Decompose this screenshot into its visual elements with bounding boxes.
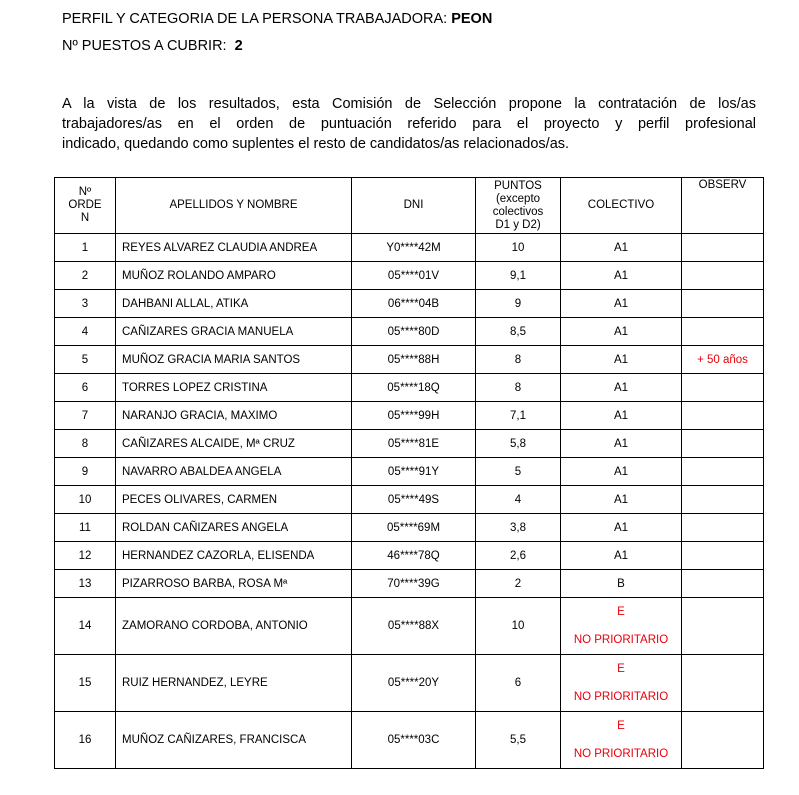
table-row	[55, 514, 764, 542]
cell-dni: 70****39G	[352, 570, 476, 598]
cell-name: NAVARRO ABALDEA ANGELA	[116, 458, 352, 486]
cell-dni: 05****91Y	[352, 458, 476, 486]
cell-points: 10	[476, 234, 561, 262]
cell-observ	[682, 290, 764, 318]
cell-collective	[561, 712, 682, 769]
col-header-name: APELLIDOS Y NOMBRE	[116, 178, 352, 234]
cell-name: PECES OLIVARES, CARMEN	[116, 486, 352, 514]
candidates-table	[54, 177, 764, 769]
collective-note: NO PRIORITARIO	[573, 634, 669, 646]
cell-name: ZAMORANO CORDOBA, ANTONIO	[116, 598, 352, 655]
cell-points: 7,1	[476, 402, 561, 430]
cell-observ	[682, 402, 764, 430]
cell-points: 8,5	[476, 318, 561, 346]
cell-points: 2,6	[476, 542, 561, 570]
table-row	[55, 458, 764, 486]
cell-dni: 05****99H	[352, 402, 476, 430]
table-row	[55, 402, 764, 430]
table-row	[55, 262, 764, 290]
cell-name: TORRES LOPEZ CRISTINA	[116, 374, 352, 402]
cell-collective: A1	[561, 514, 682, 542]
cell-dni: 05****49S	[352, 486, 476, 514]
table-row	[55, 318, 764, 346]
table-row	[55, 655, 764, 712]
paragraph-line: A la vista de los resultados, esta Comisión de Selección propone la contratación de los/as	[62, 96, 756, 112]
cell-order: 11	[55, 514, 116, 542]
cell-dni: 05****18Q	[352, 374, 476, 402]
cell-observ	[682, 598, 764, 655]
cell-dni: 05****88H	[352, 346, 476, 374]
cell-observ	[682, 712, 764, 769]
cell-points: 4	[476, 486, 561, 514]
collective-note: NO PRIORITARIO	[573, 691, 669, 703]
posts-value: 2	[234, 38, 243, 54]
col-header-points: PUNTOS (excepto colectivos D1 y D2)	[476, 178, 561, 234]
cell-name: REYES ALVAREZ CLAUDIA ANDREA	[116, 234, 352, 262]
cell-observ	[682, 262, 764, 290]
cell-dni: 05****01V	[352, 262, 476, 290]
cell-name: MUÑOZ GRACIA MARIA SANTOS	[116, 346, 352, 374]
cell-dni: 05****88X	[352, 598, 476, 655]
cell-collective: A1	[561, 290, 682, 318]
cell-dni: 05****20Y	[352, 655, 476, 712]
cell-collective: A1	[561, 262, 682, 290]
cell-order: 2	[55, 262, 116, 290]
cell-observ	[682, 514, 764, 542]
cell-order: 15	[55, 655, 116, 712]
paragraph-line: indicado, quedando como suplentes el resto de candidatos/as relacionados/as.	[62, 136, 570, 152]
cell-points: 2	[476, 570, 561, 598]
cell-name: MUÑOZ ROLANDO AMPARO	[116, 262, 352, 290]
cell-observ: + 50 años	[682, 346, 764, 374]
posts-label: Nº PUESTOS A CUBRIR:	[62, 38, 227, 54]
cell-collective: A1	[561, 374, 682, 402]
cell-points: 9,1	[476, 262, 561, 290]
cell-points: 3,8	[476, 514, 561, 542]
cell-observ	[682, 655, 764, 712]
cell-dni: 05****81E	[352, 430, 476, 458]
cell-dni: 05****03C	[352, 712, 476, 769]
cell-dni: 06****04B	[352, 290, 476, 318]
cell-dni: 05****80D	[352, 318, 476, 346]
cell-observ	[682, 234, 764, 262]
cell-order: 7	[55, 402, 116, 430]
cell-order: 5	[55, 346, 116, 374]
cell-observ	[682, 542, 764, 570]
cell-name: HERNANDEZ CAZORLA, ELISENDA	[116, 542, 352, 570]
cell-dni: Y0****42M	[352, 234, 476, 262]
cell-order: 4	[55, 318, 116, 346]
table-row	[55, 374, 764, 402]
cell-name: CAÑIZARES GRACIA MANUELA	[116, 318, 352, 346]
cell-order: 6	[55, 374, 116, 402]
cell-name: DAHBANI ALLAL, ATIKA	[116, 290, 352, 318]
cell-points: 5	[476, 458, 561, 486]
table-row	[55, 234, 764, 262]
cell-order: 3	[55, 290, 116, 318]
cell-points: 8	[476, 346, 561, 374]
cell-order: 9	[55, 458, 116, 486]
cell-observ	[682, 486, 764, 514]
cell-collective: A1	[561, 486, 682, 514]
cell-collective: A1	[561, 458, 682, 486]
cell-name: RUIZ HERNANDEZ, LEYRE	[116, 655, 352, 712]
cell-observ	[682, 374, 764, 402]
cell-order: 13	[55, 570, 116, 598]
collective-note: NO PRIORITARIO	[573, 748, 669, 760]
cell-observ	[682, 430, 764, 458]
cell-name: ROLDAN CAÑIZARES ANGELA	[116, 514, 352, 542]
table-row	[55, 570, 764, 598]
table-row	[55, 290, 764, 318]
cell-points: 5,8	[476, 430, 561, 458]
collective-code: E	[617, 663, 625, 675]
cell-order: 1	[55, 234, 116, 262]
col-header-dni: DNI	[352, 178, 476, 234]
cell-order: 14	[55, 598, 116, 655]
cell-points: 6	[476, 655, 561, 712]
profile-value: PEON	[451, 11, 493, 27]
table-row	[55, 486, 764, 514]
cell-name: MUÑOZ CAÑIZARES, FRANCISCA	[116, 712, 352, 769]
cell-order: 8	[55, 430, 116, 458]
cell-dni: 46****78Q	[352, 542, 476, 570]
cell-name: NARANJO GRACIA, MAXIMO	[116, 402, 352, 430]
table-row	[55, 346, 764, 374]
cell-name: PIZARROSO BARBA, ROSA Mª	[116, 570, 352, 598]
cell-order: 12	[55, 542, 116, 570]
col-header-collective: COLECTIVO	[561, 178, 682, 234]
cell-collective: A1	[561, 430, 682, 458]
cell-order: 10	[55, 486, 116, 514]
collective-code: E	[617, 606, 625, 618]
cell-collective: A1	[561, 318, 682, 346]
table-row	[55, 430, 764, 458]
cell-points: 8	[476, 374, 561, 402]
cell-observ	[682, 570, 764, 598]
cell-observ	[682, 458, 764, 486]
cell-collective: A1	[561, 346, 682, 374]
cell-name: CAÑIZARES ALCAIDE, Mª CRUZ	[116, 430, 352, 458]
cell-collective	[561, 655, 682, 712]
cell-collective: A1	[561, 234, 682, 262]
col-header-observ: OBSERV	[682, 178, 764, 234]
collective-code: E	[617, 720, 625, 732]
profile-line	[62, 11, 492, 27]
cell-points: 9	[476, 290, 561, 318]
intro-paragraph	[62, 94, 756, 154]
profile-label: PERFIL Y CATEGORIA DE LA PERSONA TRABAJADORA:	[62, 11, 448, 27]
cell-collective: A1	[561, 542, 682, 570]
table-row	[55, 598, 764, 655]
cell-collective: B	[561, 570, 682, 598]
cell-collective: A1	[561, 402, 682, 430]
cell-points: 5,5	[476, 712, 561, 769]
cell-points: 10	[476, 598, 561, 655]
cell-observ	[682, 318, 764, 346]
table-row	[55, 542, 764, 570]
cell-order: 16	[55, 712, 116, 769]
cell-dni: 05****69M	[352, 514, 476, 542]
cell-collective	[561, 598, 682, 655]
paragraph-line: trabajadores/as en el orden de puntuación referido para el proyecto y perfil profesional	[62, 116, 756, 132]
col-header-order: Nº ORDE N	[55, 178, 116, 234]
table-header-row	[55, 178, 764, 234]
posts-line	[62, 38, 243, 54]
table-row	[55, 712, 764, 769]
